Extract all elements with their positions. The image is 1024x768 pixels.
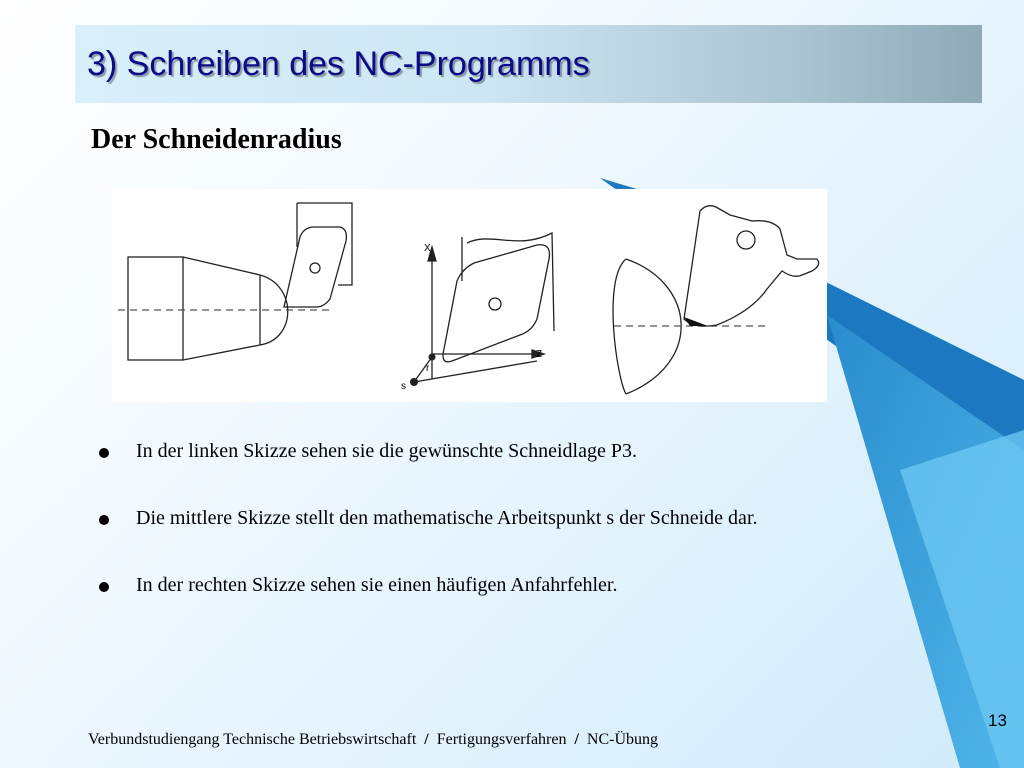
bullet-text: In der linken Skizze sehen sie die gewünschte Schneidlage P3. <box>136 440 637 462</box>
middle-sketch <box>414 233 554 382</box>
workpiece-cylinder <box>128 257 183 360</box>
bullet-dot <box>99 448 109 458</box>
footer-separator: / <box>424 731 429 748</box>
label-z: Z <box>536 349 543 360</box>
slide-title: 3) Schreiben des NC-Programms <box>87 45 590 83</box>
bullet-list <box>98 440 758 641</box>
bullet-item <box>98 507 758 574</box>
footer-course: Verbundstudiengang Technische Betriebswirtschaft <box>88 731 417 748</box>
bullet-text: In der rechten Skizze sehen sie einen häufigen Anfahrfehler. <box>136 574 618 596</box>
footer-separator: / <box>574 731 579 748</box>
footer <box>88 731 658 749</box>
label-x: X <box>424 243 431 254</box>
bullet-item <box>98 440 758 507</box>
page-number: 13 <box>988 711 1007 730</box>
insert-plate <box>284 227 346 307</box>
sketches-drawing <box>112 189 827 402</box>
bullet-item <box>98 574 758 641</box>
footer-subject: Fertigungsverfahren <box>436 731 567 748</box>
label-s: s <box>401 381 406 392</box>
cutting-radius-figure <box>112 189 827 402</box>
right-sketch <box>613 206 819 394</box>
slide-subtitle: Der Schneidenradius <box>91 124 342 155</box>
label-r: r <box>426 363 430 374</box>
footer-topic: NC-Übung <box>586 731 659 748</box>
tool-right <box>684 206 819 326</box>
left-sketch <box>118 203 352 360</box>
tool-holder-middle <box>462 233 554 331</box>
bullet-dot <box>99 582 109 592</box>
tool-holder <box>297 203 352 285</box>
collision-area <box>684 317 708 326</box>
insert-plate-middle <box>443 245 550 362</box>
bullet-dot <box>99 515 109 525</box>
title-bar <box>75 25 982 103</box>
bullet-text: Die mittlere Skizze stellt den mathematische Arbeitspunkt s der Schneide dar. <box>136 507 758 529</box>
working-point-s <box>410 378 418 386</box>
workpiece-taper <box>183 257 260 360</box>
